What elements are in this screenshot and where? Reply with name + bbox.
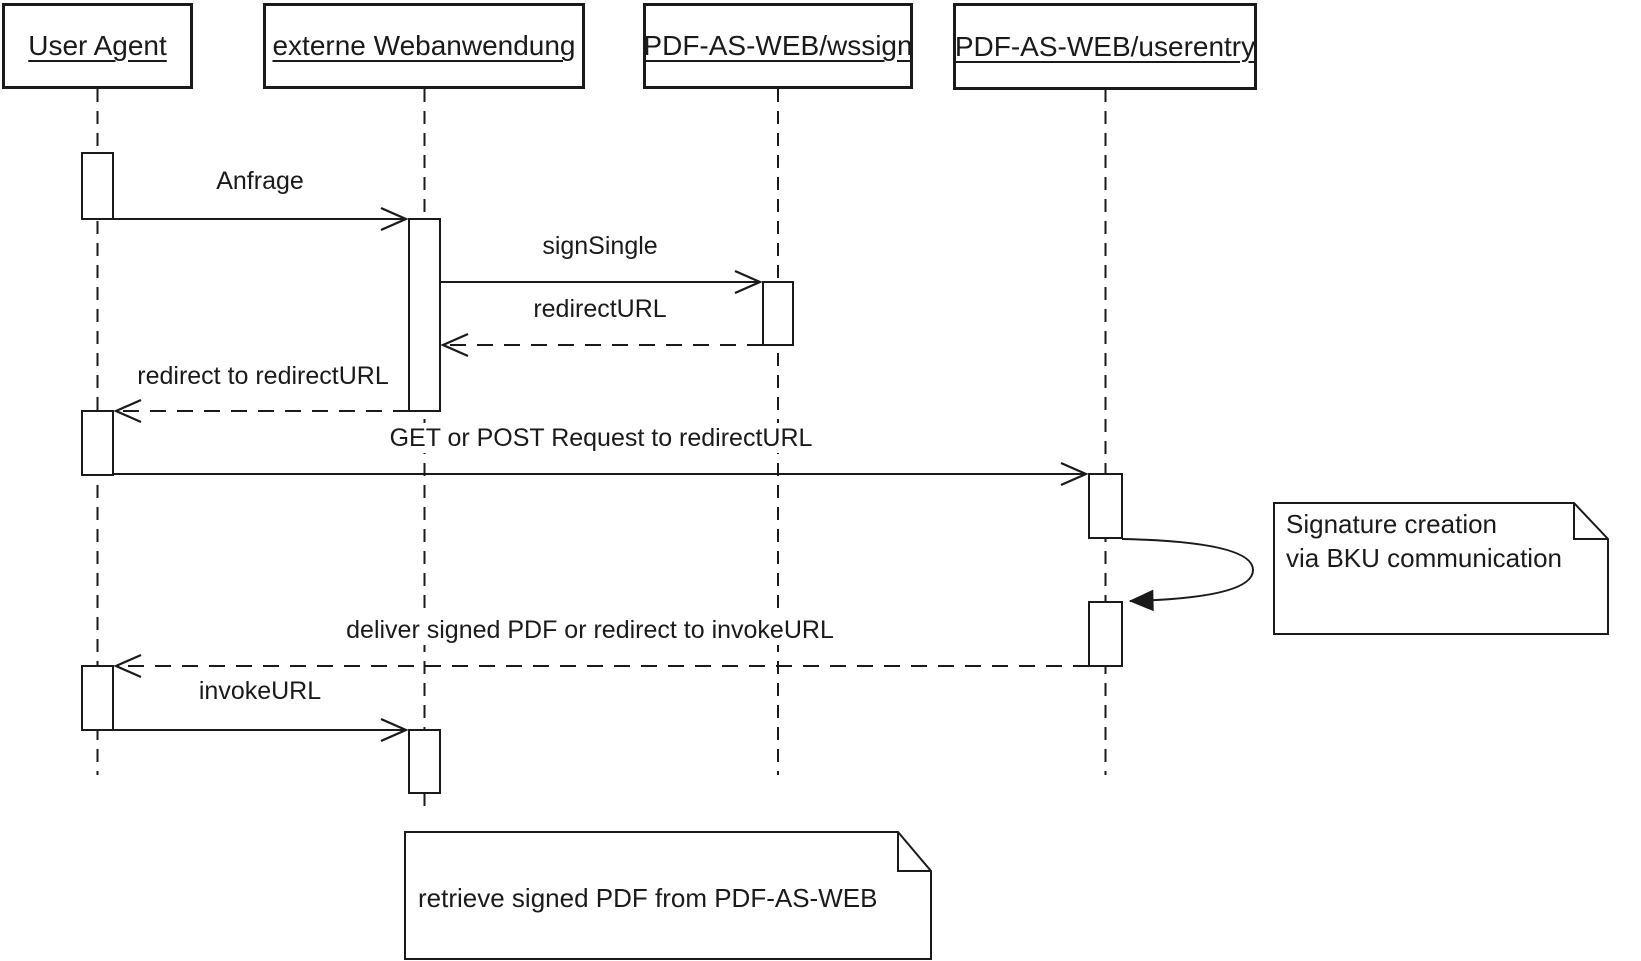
activation-externe-webanwendung-1 xyxy=(409,219,440,411)
actor-label-externe-webanwendung: externe Webanwendung xyxy=(272,30,576,61)
actor-box-user-agent xyxy=(2,3,193,89)
note-text-signature-line-1: Signature creation xyxy=(1286,509,1498,539)
activation-user-agent-3 xyxy=(82,666,113,730)
activation-pdf-as-web-userentry-1 xyxy=(1089,474,1122,538)
message-label-redirect-to-redirecturl: redirect to redirectURL xyxy=(132,361,393,391)
actor-box-externe-webanwendung xyxy=(263,3,585,89)
actor-box-pdf-as-web-userentry xyxy=(953,3,1257,90)
actor-label-user-agent: User Agent xyxy=(28,30,167,61)
activation-user-agent-2 xyxy=(82,411,113,475)
actor-label-pdf-as-web-wssign: PDF-AS-WEB/wssign xyxy=(643,30,913,61)
note-text-signature xyxy=(1286,507,1562,575)
message-label-redirecturl: redirectURL xyxy=(528,294,671,324)
activation-pdf-as-web-wssign xyxy=(763,282,793,345)
actor-label-pdf-as-web-userentry: PDF-AS-WEB/userentry xyxy=(954,30,1256,62)
self-loop-line xyxy=(1122,539,1253,601)
message-label-anfrage: Anfrage xyxy=(211,166,309,196)
note-text-retrieve xyxy=(418,883,877,913)
note-text-retrieve-line-1: retrieve signed PDF from PDF-AS-WEB xyxy=(418,883,878,913)
activation-externe-webanwendung-2 xyxy=(409,730,440,793)
message-label-signsingle: signSingle xyxy=(537,231,662,261)
message-label-deliver: deliver signed PDF or redirect to invokeURL xyxy=(341,615,839,645)
activation-user-agent-1 xyxy=(82,153,113,219)
activation-pdf-as-web-userentry-2 xyxy=(1089,602,1122,666)
actor-box-pdf-as-web-wssign xyxy=(643,3,913,89)
message-label-invokeurl: invokeURL xyxy=(194,676,326,706)
note-text-signature-line-2: via BKU communication xyxy=(1286,543,1562,573)
message-label-get-post-request: GET or POST Request to redirectURL xyxy=(385,423,818,453)
